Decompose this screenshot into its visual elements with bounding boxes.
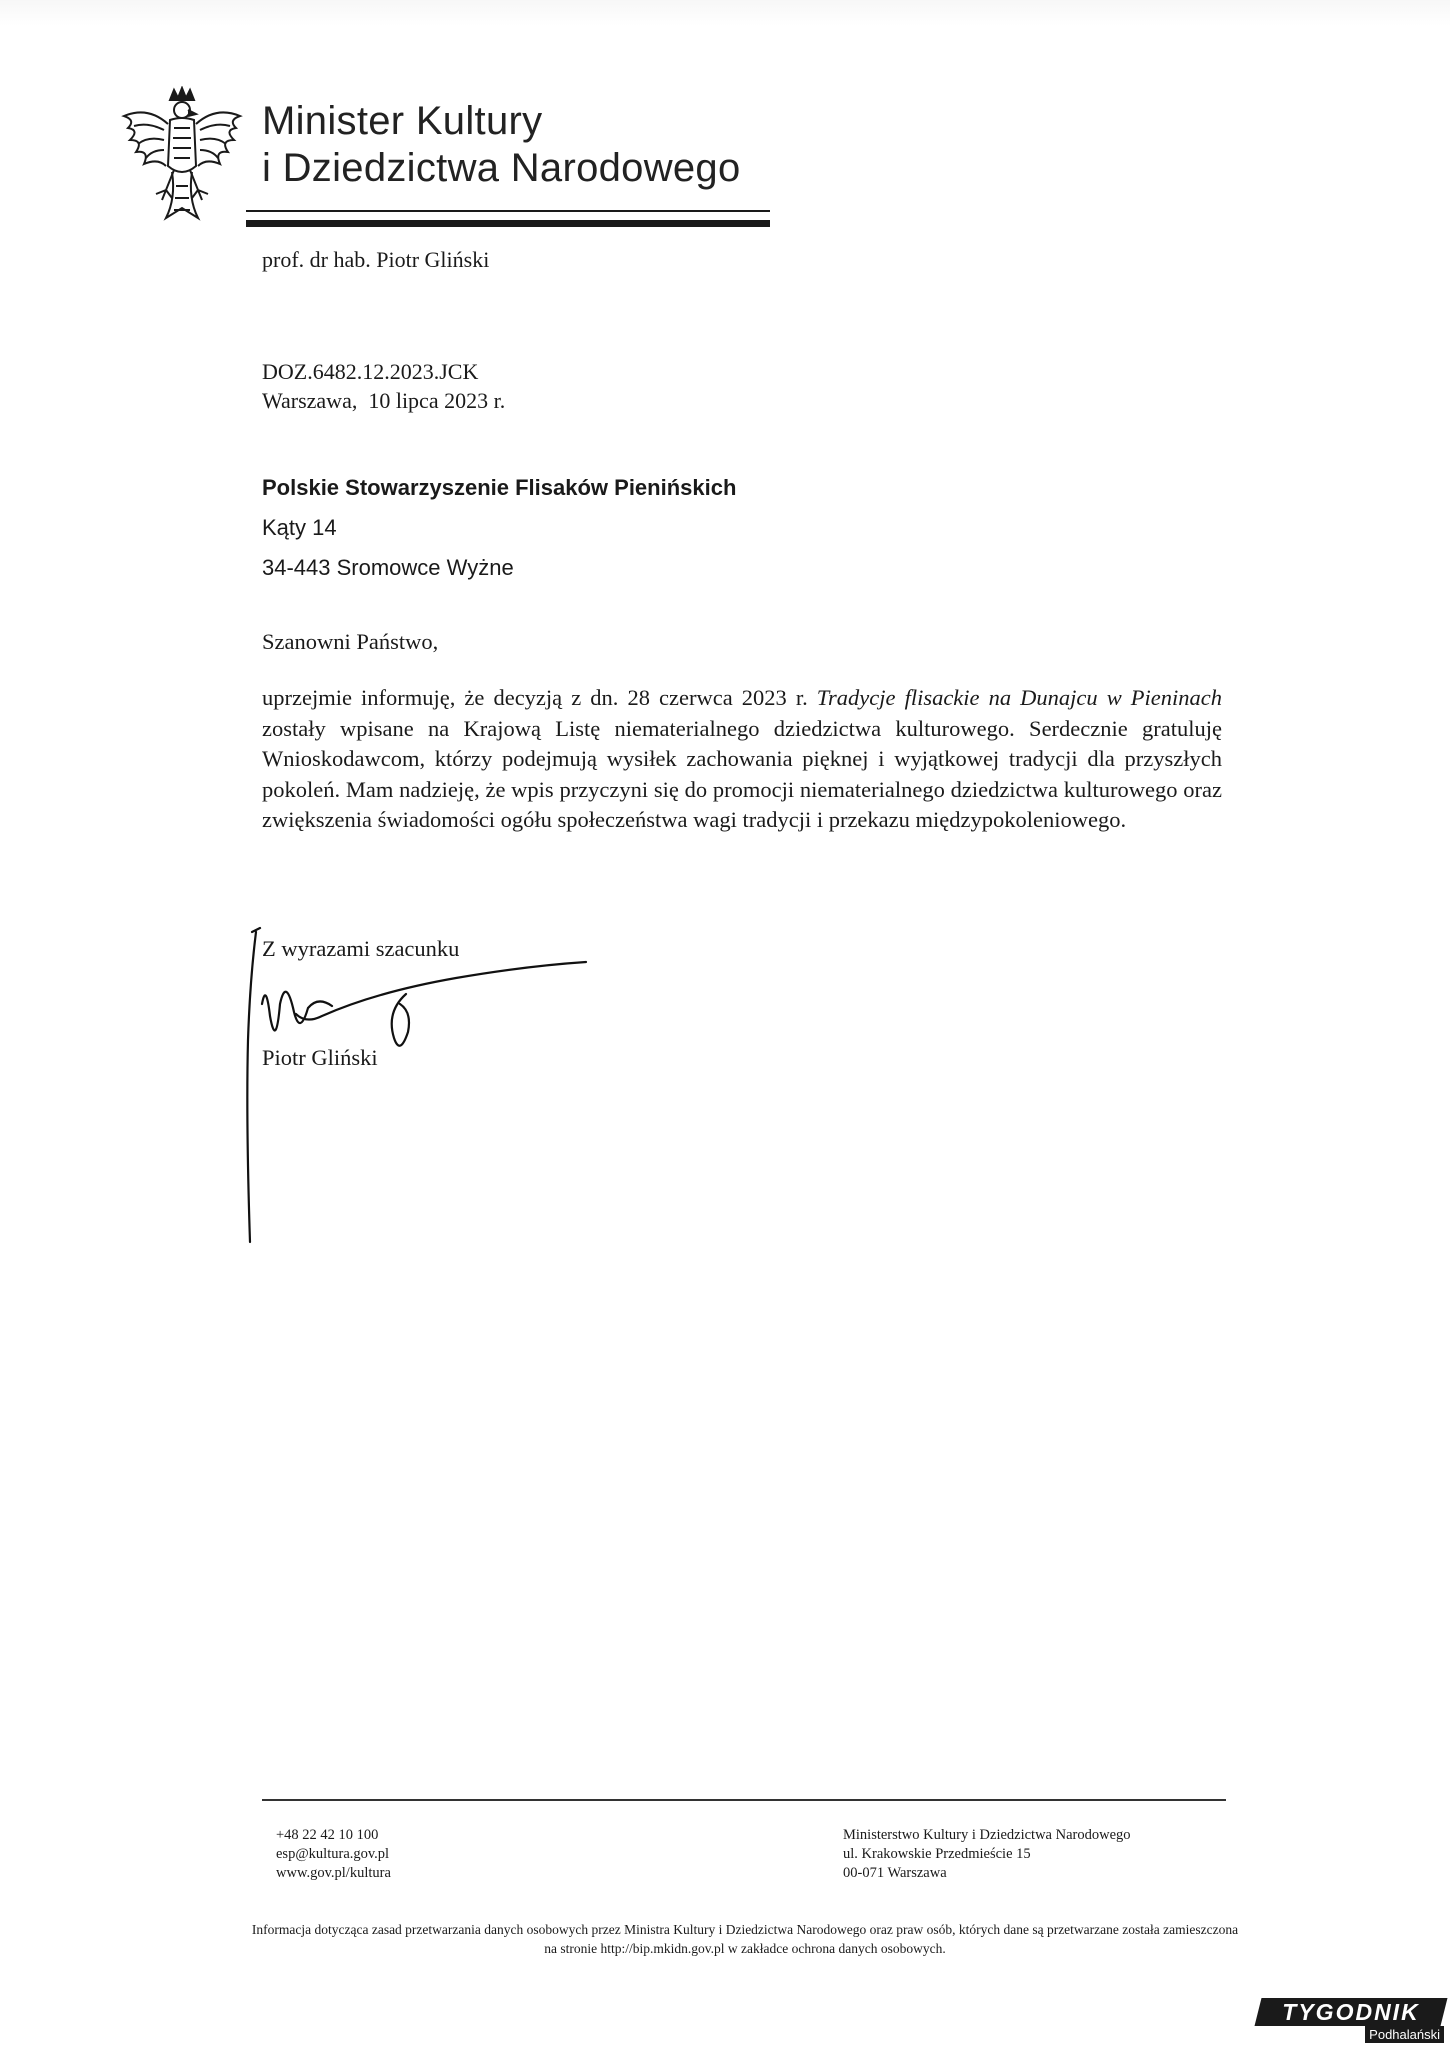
handwritten-signature (236, 920, 596, 1250)
footer-website: www.gov.pl/kultura (276, 1865, 391, 1881)
footer-street: ul. Krakowskie Przedmieście 15 (843, 1846, 1031, 1862)
watermark-title: TYGODNIK (1282, 1999, 1420, 2025)
watermark-subtitle: Podhalański (1365, 2026, 1444, 2043)
letter-body (262, 683, 1222, 836)
closing-regards: Z wyrazami szacunku (262, 936, 460, 961)
letterhead-rule-thin (246, 210, 770, 212)
body-text-part2: zostały wpisane na Krajową Listę niematerialnego dziedzictwa kulturowego. Serdecznie gratuluję Wnioskodawcom, którzy podejmują wysiłek zachowania pięknej i wyjątkowej tradycji dla przyszłych pokoleń. Mam nadzieję, że wpis przyczyni się do promocji niematerialnego dziedzictwa kulturowego oraz zwiększenia świadomości ogółu społeczeństwa wagi tradycji i przekazu międzypokoleniowego. (262, 715, 1222, 832)
sender-name: prof. dr hab. Piotr Gliński (262, 247, 490, 272)
salutation: Szanowni Państwo, (262, 629, 439, 654)
footer-postal: 00-071 Warszawa (843, 1865, 947, 1881)
footer-address (843, 1826, 1131, 1883)
body-text-part1: uprzejmie informuję, że decyzją z dn. 28 czerwca 2023 r. (262, 685, 817, 710)
body-italic-title: Tradycje flisackie na Dunajcu w Pieninach (816, 685, 1222, 710)
footer-email: esp@kultura.gov.pl (276, 1846, 390, 1862)
footer-rule (262, 1799, 1226, 1801)
letterhead-rule-thick (246, 220, 770, 227)
ministry-title-line2: i Dziedzictwa Narodowego (262, 146, 741, 190)
place-date: Warszawa, 10 lipca 2023 r. (262, 388, 506, 413)
signer-name: Piotr Gliński (262, 1045, 378, 1070)
footer-institution: Ministerstwo Kultury i Dziedzictwa Narodowego (843, 1827, 1131, 1843)
recipient-city: 34-443 Sromowce Wyżne (262, 555, 514, 580)
polish-eagle-emblem (118, 86, 246, 226)
data-protection-note: Informacja dotycząca zasad przetwarzania danych osobowych przez Ministra Kultury i Dziedzictwa Narodowego oraz praw osób, których dane są przetwarzane została zamieszczona na stronie http://bip.mkidn.gov.pl w zakładce ochrona danych osobowych. (251, 1922, 1239, 1956)
publisher-watermark (1258, 1998, 1444, 2044)
footer-phone: +48 22 42 10 100 (276, 1827, 379, 1843)
recipient-name: Polskie Stowarzyszenie Flisaków Pienińskich (262, 475, 737, 500)
ministry-title-line1: Minister Kultury (262, 99, 543, 143)
reference-number: DOZ.6482.12.2023.JCK (262, 359, 479, 384)
scan-top-edge (0, 0, 1450, 26)
recipient-street: Kąty 14 (262, 515, 337, 540)
footer-contact (276, 1826, 391, 1883)
ministry-title (262, 98, 741, 192)
